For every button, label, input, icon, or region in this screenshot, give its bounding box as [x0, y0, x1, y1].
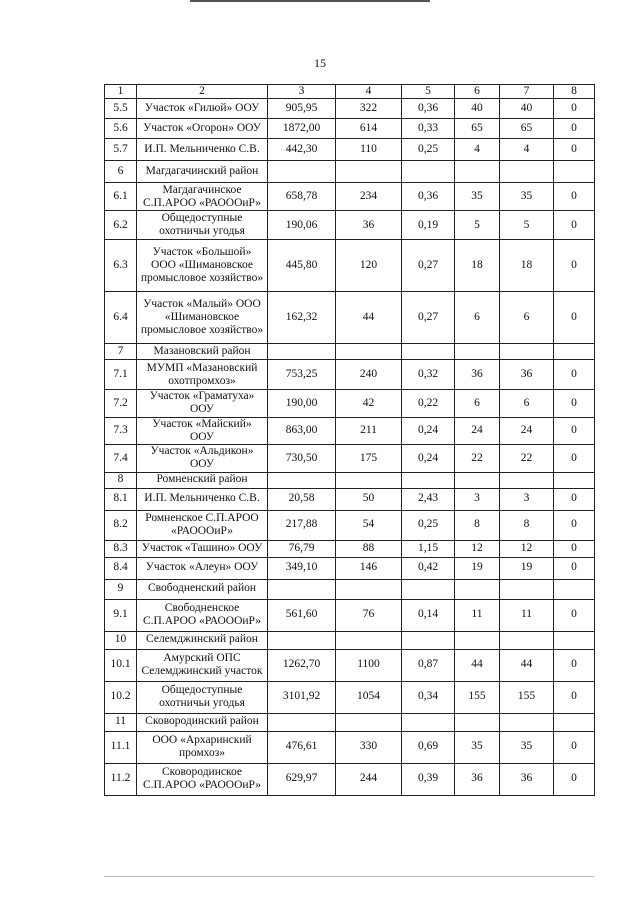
- table-row: [105, 417, 595, 444]
- table-cell: 5: [500, 211, 554, 240]
- table-cell: 0,69: [402, 731, 455, 763]
- table-cell: 10: [105, 631, 137, 649]
- table-cell: 0: [554, 390, 595, 417]
- table-cell: [336, 713, 402, 731]
- table-row: [105, 731, 595, 763]
- table-cell: Участок «Майский» ООУ: [137, 417, 268, 444]
- table-cell: 561,60: [268, 599, 336, 631]
- table-cell: 6: [105, 161, 137, 183]
- header-cell: 3: [268, 85, 336, 99]
- table-cell: 0,42: [402, 557, 455, 579]
- table-cell: 1100: [336, 649, 402, 681]
- table-row: [105, 540, 595, 557]
- table-row: [105, 445, 595, 472]
- table-cell: 10.2: [105, 681, 137, 713]
- table-cell: 8.4: [105, 557, 137, 579]
- table-row: [105, 240, 595, 292]
- table-cell: [554, 579, 595, 599]
- table-row: [105, 649, 595, 681]
- table-cell: [500, 161, 554, 183]
- table-cell: 0,87: [402, 649, 455, 681]
- table-cell: Сковородинское С.П.АРОО «РАОООиР»: [137, 763, 268, 795]
- table-cell: 9: [105, 579, 137, 599]
- table-cell: 10.1: [105, 649, 137, 681]
- table-cell: [268, 579, 336, 599]
- table-cell: 65: [455, 119, 500, 139]
- table-cell: 40: [455, 99, 500, 119]
- table-cell: Участок «Большой» ООО «Шимановское промысловое хозяйство»: [137, 240, 268, 292]
- table-cell: 146: [336, 557, 402, 579]
- table-cell: 0,24: [402, 417, 455, 444]
- table-cell: 3101,92: [268, 681, 336, 713]
- table-cell: 22: [500, 445, 554, 472]
- table-cell: 240: [336, 360, 402, 390]
- table-cell: Участок «Гилюй» ООУ: [137, 99, 268, 119]
- header-cell: 8: [554, 85, 595, 99]
- table-cell: 42: [336, 390, 402, 417]
- table-cell: 36: [500, 763, 554, 795]
- table-cell: 0: [554, 763, 595, 795]
- table-cell: [455, 713, 500, 731]
- table-cell: 476,61: [268, 731, 336, 763]
- table-cell: 6: [500, 390, 554, 417]
- table-cell: 8: [500, 510, 554, 540]
- header-cell: 2: [137, 85, 268, 99]
- table-cell: [500, 344, 554, 360]
- table-cell: 1,15: [402, 540, 455, 557]
- table-row: [105, 183, 595, 211]
- table-cell: [455, 631, 500, 649]
- table-cell: 12: [500, 540, 554, 557]
- table-cell: 0,36: [402, 99, 455, 119]
- table-cell: 8: [455, 510, 500, 540]
- table-cell: [500, 579, 554, 599]
- table-cell: 1054: [336, 681, 402, 713]
- table-cell: 1872,00: [268, 119, 336, 139]
- table-cell: 0: [554, 731, 595, 763]
- table-cell: 7.3: [105, 417, 137, 444]
- table-cell: 11: [105, 713, 137, 731]
- table-cell: 0: [554, 211, 595, 240]
- top-rule: [190, 0, 430, 2]
- table-cell: 9.1: [105, 599, 137, 631]
- table-cell: 11: [500, 599, 554, 631]
- table-cell: [402, 713, 455, 731]
- table-cell: 8.3: [105, 540, 137, 557]
- table-header-row: [105, 85, 595, 99]
- table-cell: Участок «Огорон» ООУ: [137, 119, 268, 139]
- table-cell: 5.7: [105, 139, 137, 161]
- table-cell: 35: [500, 731, 554, 763]
- table-cell: [268, 161, 336, 183]
- table-cell: 0: [554, 417, 595, 444]
- table-cell: [455, 344, 500, 360]
- table-cell: 6.3: [105, 240, 137, 292]
- table-cell: 6.4: [105, 292, 137, 344]
- table-cell: 217,88: [268, 510, 336, 540]
- table-cell: Свободненский район: [137, 579, 268, 599]
- table-cell: 0: [554, 599, 595, 631]
- table-cell: [554, 161, 595, 183]
- table-cell: 0: [554, 360, 595, 390]
- table-cell: 614: [336, 119, 402, 139]
- table-cell: Общедоступные охотничьи угодья: [137, 681, 268, 713]
- table-row: [105, 161, 595, 183]
- table-cell: 190,00: [268, 390, 336, 417]
- table-cell: 0: [554, 292, 595, 344]
- table-cell: 40: [500, 99, 554, 119]
- table-cell: 863,00: [268, 417, 336, 444]
- table-cell: 211: [336, 417, 402, 444]
- table-row: [105, 713, 595, 731]
- table-cell: 120: [336, 240, 402, 292]
- table-cell: [268, 472, 336, 488]
- table-cell: 730,50: [268, 445, 336, 472]
- table-row: [105, 360, 595, 390]
- table-cell: 11: [455, 599, 500, 631]
- table-cell: 0,36: [402, 183, 455, 211]
- table-cell: 35: [455, 731, 500, 763]
- table-row: [105, 579, 595, 599]
- table-cell: [402, 161, 455, 183]
- table-cell: 322: [336, 99, 402, 119]
- table-cell: 4: [500, 139, 554, 161]
- table-cell: 1262,70: [268, 649, 336, 681]
- table-cell: 7.2: [105, 390, 137, 417]
- table-row: [105, 631, 595, 649]
- table-cell: Сковородинский район: [137, 713, 268, 731]
- table-cell: [554, 713, 595, 731]
- table-cell: 244: [336, 763, 402, 795]
- table-cell: И.П. Мельниченко С.В.: [137, 488, 268, 510]
- table-cell: 0,33: [402, 119, 455, 139]
- table-row: [105, 557, 595, 579]
- table-cell: 0,24: [402, 445, 455, 472]
- table-cell: 3: [455, 488, 500, 510]
- table-cell: [455, 472, 500, 488]
- header-cell: 7: [500, 85, 554, 99]
- table-cell: [402, 344, 455, 360]
- table-cell: Общедоступные охотничьи угодья: [137, 211, 268, 240]
- table-cell: Свободненское С.П.АРОО «РАОООиР»: [137, 599, 268, 631]
- table-cell: 442,30: [268, 139, 336, 161]
- table-cell: Участок «Алеун» ООУ: [137, 557, 268, 579]
- table-cell: 0: [554, 488, 595, 510]
- table-cell: 4: [455, 139, 500, 161]
- table-row: [105, 599, 595, 631]
- table-cell: 175: [336, 445, 402, 472]
- table-row: [105, 390, 595, 417]
- table-cell: 155: [500, 681, 554, 713]
- table-cell: 658,78: [268, 183, 336, 211]
- table-cell: 36: [455, 763, 500, 795]
- table-cell: 12: [455, 540, 500, 557]
- table-row: [105, 681, 595, 713]
- table-row: [105, 763, 595, 795]
- table-cell: [268, 631, 336, 649]
- table-cell: [402, 472, 455, 488]
- table-cell: 22: [455, 445, 500, 472]
- table-cell: ООО «Архаринский промхоз»: [137, 731, 268, 763]
- table-cell: 19: [500, 557, 554, 579]
- table-cell: [268, 713, 336, 731]
- table-cell: 5.5: [105, 99, 137, 119]
- table-cell: 18: [455, 240, 500, 292]
- table-cell: 0,25: [402, 139, 455, 161]
- header-cell: 6: [455, 85, 500, 99]
- hunting-grounds-table: [104, 84, 595, 796]
- table-cell: 44: [336, 292, 402, 344]
- table-cell: 19: [455, 557, 500, 579]
- table-cell: 0: [554, 510, 595, 540]
- table-cell: 445,80: [268, 240, 336, 292]
- table-cell: 65: [500, 119, 554, 139]
- table-row: [105, 472, 595, 488]
- table-cell: 8: [105, 472, 137, 488]
- table-cell: 0,25: [402, 510, 455, 540]
- table-cell: 0,22: [402, 390, 455, 417]
- page-number: 15: [314, 56, 326, 70]
- table-cell: 190,06: [268, 211, 336, 240]
- table-cell: 753,25: [268, 360, 336, 390]
- table-cell: 36: [455, 360, 500, 390]
- table-cell: 88: [336, 540, 402, 557]
- table-cell: 110: [336, 139, 402, 161]
- table-cell: 0,19: [402, 211, 455, 240]
- table-cell: 5: [455, 211, 500, 240]
- table-cell: Ромненское С.П.АРОО «РАОООиР»: [137, 510, 268, 540]
- table-cell: 44: [500, 649, 554, 681]
- table-cell: 0: [554, 240, 595, 292]
- table-cell: 24: [500, 417, 554, 444]
- table-cell: 0,32: [402, 360, 455, 390]
- table-cell: 0: [554, 681, 595, 713]
- table-cell: 35: [455, 183, 500, 211]
- table-cell: 8.2: [105, 510, 137, 540]
- header-cell: 1: [105, 85, 137, 99]
- table-row: [105, 211, 595, 240]
- table-cell: 0: [554, 445, 595, 472]
- table-cell: Амурский ОПС Селемджинский участок: [137, 649, 268, 681]
- table-cell: 3: [500, 488, 554, 510]
- table-cell: Селемджинский район: [137, 631, 268, 649]
- table-cell: [455, 161, 500, 183]
- table-row: [105, 99, 595, 119]
- table-row: [105, 344, 595, 360]
- bottom-rule: [104, 876, 594, 877]
- table-cell: 155: [455, 681, 500, 713]
- table-cell: 6.1: [105, 183, 137, 211]
- table-cell: 6: [500, 292, 554, 344]
- table-cell: 0: [554, 183, 595, 211]
- table-cell: 2,43: [402, 488, 455, 510]
- table-cell: 7: [105, 344, 137, 360]
- table-cell: 44: [455, 649, 500, 681]
- table-cell: 5.6: [105, 119, 137, 139]
- table-cell: И.П. Мельниченко С.В.: [137, 139, 268, 161]
- table-cell: [455, 579, 500, 599]
- table-cell: [336, 344, 402, 360]
- table-cell: 349,10: [268, 557, 336, 579]
- table-cell: 0,27: [402, 240, 455, 292]
- table-cell: 0: [554, 119, 595, 139]
- table-cell: 0,39: [402, 763, 455, 795]
- table-cell: 0: [554, 649, 595, 681]
- table-cell: 76: [336, 599, 402, 631]
- table-cell: 50: [336, 488, 402, 510]
- table-cell: 0: [554, 540, 595, 557]
- table-cell: 0: [554, 557, 595, 579]
- table-cell: [500, 631, 554, 649]
- table-cell: [268, 344, 336, 360]
- table-cell: Мазановский район: [137, 344, 268, 360]
- table-cell: 6: [455, 390, 500, 417]
- table-cell: 6.2: [105, 211, 137, 240]
- table-row: [105, 119, 595, 139]
- table-cell: [500, 713, 554, 731]
- table-cell: 76,79: [268, 540, 336, 557]
- table-row: [105, 139, 595, 161]
- table-cell: 36: [500, 360, 554, 390]
- table-cell: 36: [336, 211, 402, 240]
- table-cell: 8.1: [105, 488, 137, 510]
- table-cell: 0,27: [402, 292, 455, 344]
- table-cell: 7.1: [105, 360, 137, 390]
- table-cell: 18: [500, 240, 554, 292]
- table-cell: 0,34: [402, 681, 455, 713]
- header-cell: 4: [336, 85, 402, 99]
- header-cell: 5: [402, 85, 455, 99]
- table-cell: [500, 472, 554, 488]
- table-cell: Участок «Граматуха» ООУ: [137, 390, 268, 417]
- table-row: [105, 510, 595, 540]
- table-cell: 11.1: [105, 731, 137, 763]
- table-cell: Участок «Ташино» ООУ: [137, 540, 268, 557]
- table-cell: 20,58: [268, 488, 336, 510]
- table-cell: 234: [336, 183, 402, 211]
- table-cell: 0: [554, 139, 595, 161]
- table-cell: 35: [500, 183, 554, 211]
- table-cell: [554, 344, 595, 360]
- table-cell: [554, 631, 595, 649]
- table-cell: Участок «Малый» ООО «Шимановское промысловое хозяйство»: [137, 292, 268, 344]
- table-cell: [336, 579, 402, 599]
- table-cell: 6: [455, 292, 500, 344]
- table-cell: [554, 472, 595, 488]
- table-cell: 0,14: [402, 599, 455, 631]
- table-cell: [402, 631, 455, 649]
- table-cell: 162,32: [268, 292, 336, 344]
- table-cell: Магдагачинский район: [137, 161, 268, 183]
- table-cell: Участок «Альдикон» ООУ: [137, 445, 268, 472]
- table-cell: 629,97: [268, 763, 336, 795]
- table-row: [105, 488, 595, 510]
- table-cell: Ромненский район: [137, 472, 268, 488]
- table-cell: [336, 631, 402, 649]
- table-cell: 0: [554, 99, 595, 119]
- table-cell: 905,95: [268, 99, 336, 119]
- table-cell: [336, 472, 402, 488]
- table-row: [105, 292, 595, 344]
- table-cell: 330: [336, 731, 402, 763]
- table-cell: 11.2: [105, 763, 137, 795]
- table-cell: 54: [336, 510, 402, 540]
- table-cell: МУМП «Мазановский охотпромхоз»: [137, 360, 268, 390]
- table-cell: [402, 579, 455, 599]
- table-cell: Магдагачинское С.П.АРОО «РАОООиР»: [137, 183, 268, 211]
- table-cell: [336, 161, 402, 183]
- table-cell: 24: [455, 417, 500, 444]
- table-cell: 7.4: [105, 445, 137, 472]
